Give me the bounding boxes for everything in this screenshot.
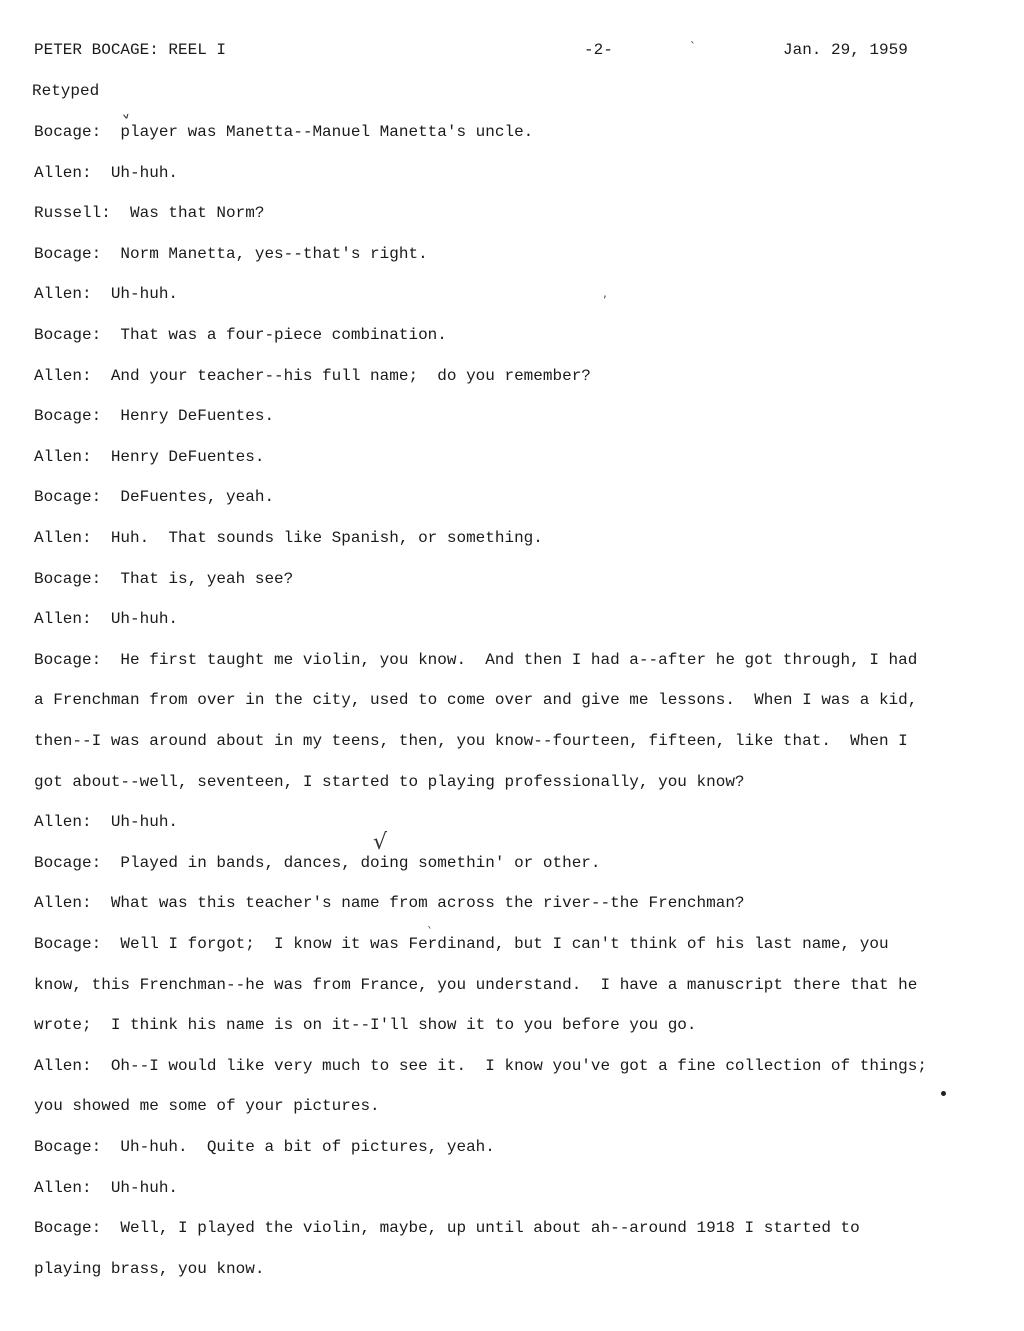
transcript-line: Bocage: Henry DeFuentes. xyxy=(34,407,275,425)
transcript-line: Allen: Uh-huh. xyxy=(34,610,179,628)
transcript-line: Bocage: Well I forgot; I know it was Ferdinand, but I can't think of his last name, you xyxy=(34,935,889,953)
transcript-line: Bocage: He first taught me violin, you know. And then I had a--after he got through, I had xyxy=(34,651,918,669)
page-number: -2- xyxy=(584,41,613,59)
speck-mark: , xyxy=(603,286,607,300)
speck-mark xyxy=(941,1091,946,1096)
transcript-line: Bocage: DeFuentes, yeah. xyxy=(34,488,275,506)
transcript-line: Bocage: That was a four-piece combination. xyxy=(34,326,447,344)
transcript-line: Russell: Was that Norm? xyxy=(34,204,265,222)
transcript-line: Allen: What was this teacher's name from across the river--the Frenchman? xyxy=(34,894,745,912)
transcript-line: a Frenchman from over in the city, used to come over and give me lessons. When I was a kid, xyxy=(34,691,918,709)
transcript-line: then--I was around about in my teens, then, you know--fourteen, fifteen, like that. When I xyxy=(34,732,908,750)
checkmark-icon: √ xyxy=(373,830,388,855)
transcript-line: Allen: Uh-huh. xyxy=(34,813,179,831)
transcript-line: playing brass, you know. xyxy=(34,1260,265,1278)
speck-mark: ` xyxy=(690,40,696,54)
transcript-line: Allen: Uh-huh. xyxy=(34,1179,179,1197)
transcript-line: Bocage: That is, yeah see? xyxy=(34,570,294,588)
transcript-line: Bocage: player was Manetta--Manuel Manetta's uncle. xyxy=(34,123,534,141)
transcript-line: Allen: Henry DeFuentes. xyxy=(34,448,265,466)
document-date: Jan. 29, 1959 xyxy=(783,41,908,59)
transcript-line: wrote; I think his name is on it--I'll show it to you before you go. xyxy=(34,1016,697,1034)
retyped-status: Retyped xyxy=(32,82,100,100)
speck-mark: ` xyxy=(427,925,433,939)
transcript-line: you showed me some of your pictures. xyxy=(34,1097,380,1115)
caret-mark-icon: ˬ xyxy=(117,97,132,120)
transcript-line: Bocage: Played in bands, dances, doing somethin' or other. xyxy=(34,854,601,872)
transcript-line: Bocage: Norm Manetta, yes--that's right. xyxy=(34,245,428,263)
transcript-line: Bocage: Well, I played the violin, maybe, up until about ah--around 1918 I started to xyxy=(34,1219,860,1237)
transcript-line: know, this Frenchman--he was from France, you understand. I have a manuscript there that he xyxy=(34,976,918,994)
transcript-line: Bocage: Uh-huh. Quite a bit of pictures, yeah. xyxy=(34,1138,495,1156)
transcript-line: Allen: Oh--I would like very much to see it. I know you've got a fine collection of things; xyxy=(34,1057,927,1075)
document-title: PETER BOCAGE: REEL I xyxy=(34,41,227,59)
transcript-line: Allen: Uh-huh. xyxy=(34,285,179,303)
transcript-line: Allen: Huh. That sounds like Spanish, or something. xyxy=(34,529,543,547)
transcript-line: Allen: Uh-huh. xyxy=(34,164,179,182)
transcript-line: Allen: And your teacher--his full name; do you remember? xyxy=(34,367,591,385)
transcript-line: got about--well, seventeen, I started to playing professionally, you know? xyxy=(34,773,745,791)
